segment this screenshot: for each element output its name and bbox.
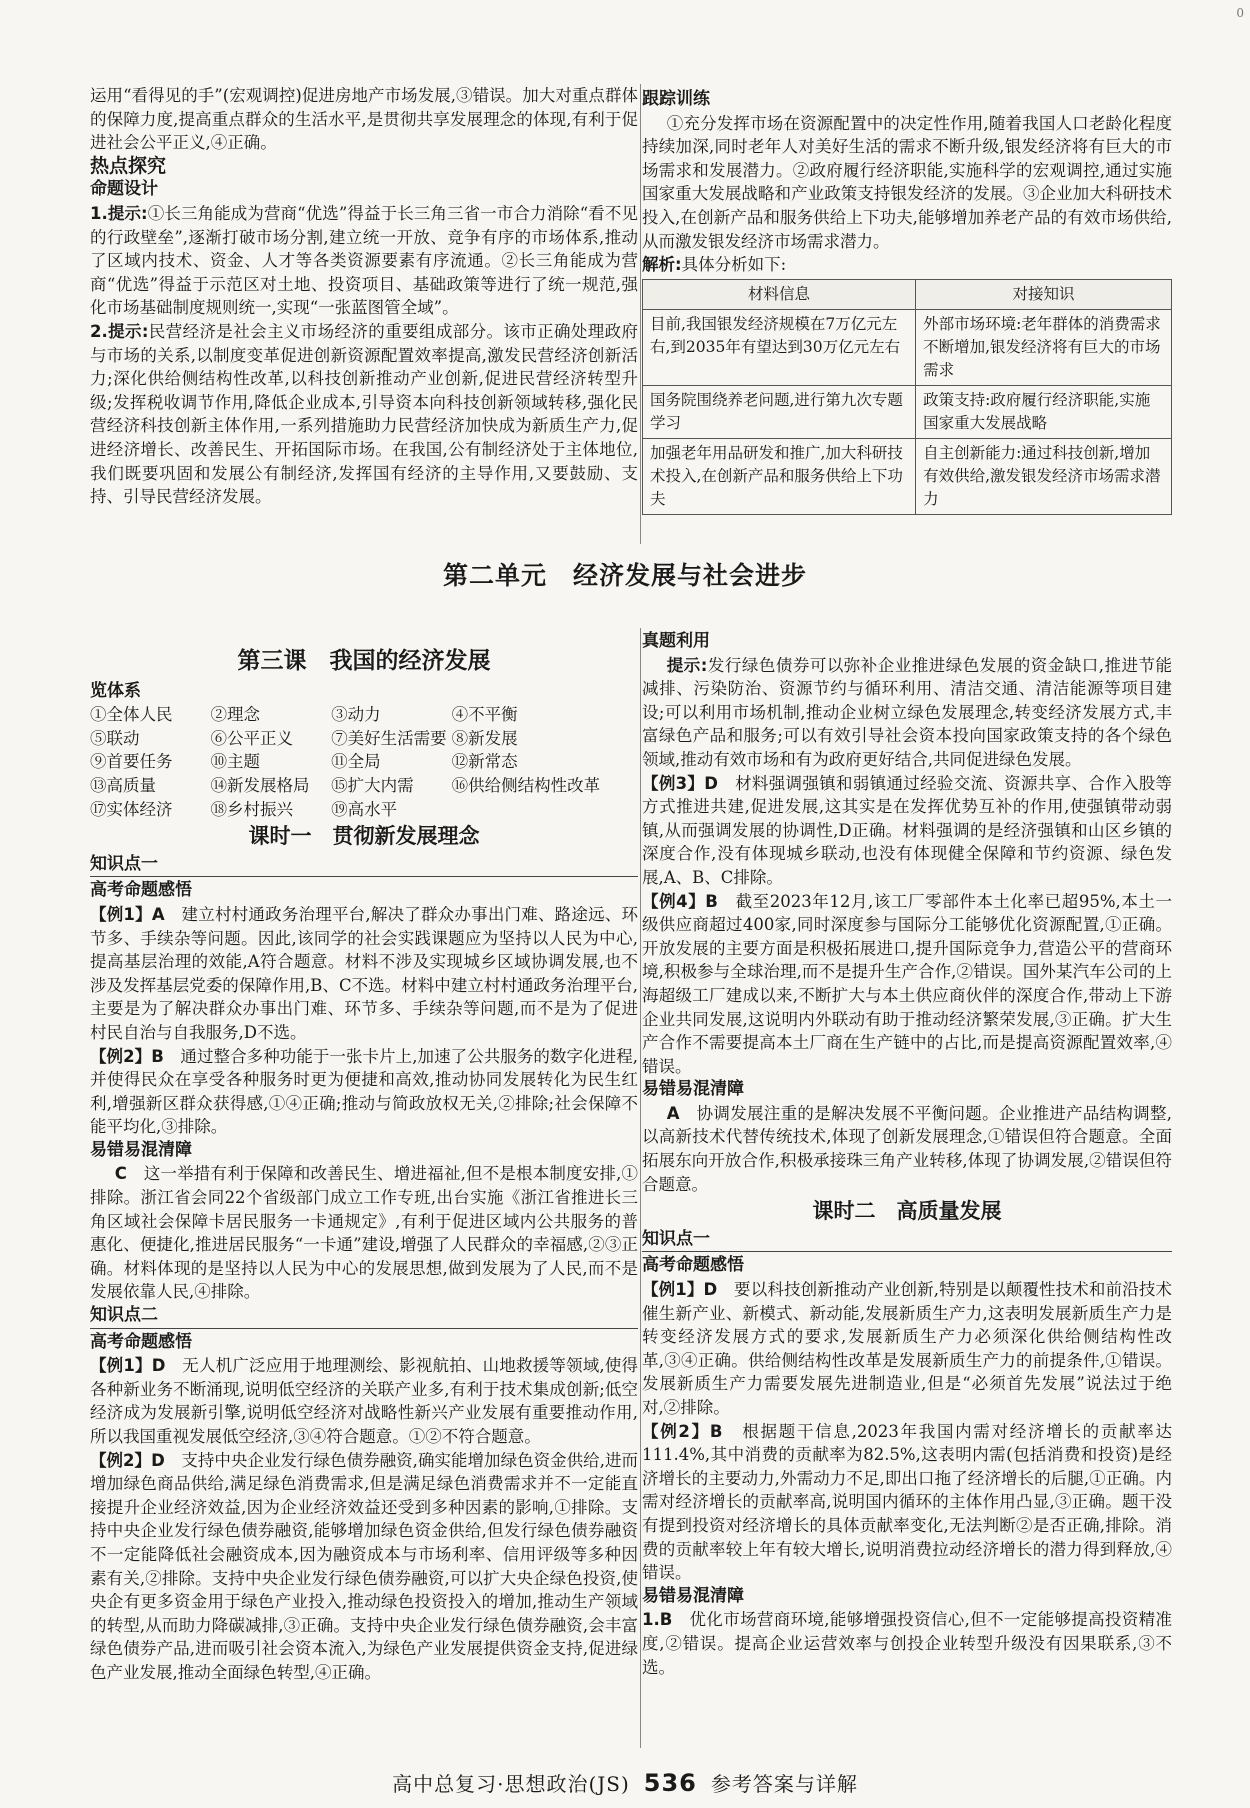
error-clearing-1-label: C	[114, 1164, 127, 1184]
column-divider-bottom	[640, 628, 641, 1748]
error-clearing-1	[90, 1162, 638, 1304]
list-item: ③动力	[331, 705, 381, 725]
hint-item-2	[90, 320, 638, 509]
list-item: ⑧新发展	[451, 728, 518, 748]
error-clearing-r2	[642, 1608, 1172, 1679]
example-3-text: 无人机广泛应用于地理测绘、影视航拍、山地救援等领域,使得各种新业务不断涌现,说明低空经济的关联产业多,有利于技术集成创新;低空经济成为发展新引擎,说明低空经济对战略性新兴产业发展有重要推动作用,所以我国重视发展低空经济,③④符合题意。①②不符合题意。	[90, 1356, 639, 1446]
list-item: ⑰实体经济	[90, 799, 173, 819]
table-header-material: 材料信息	[643, 279, 916, 309]
tracking-paragraph: ①充分发挥市场在资源配置中的决定性作用,随着我国人口老龄化程度持续加深,同时老年人对美好生活的需求不断升级,银发经济将有巨大的市场需求和发展潜力。②政府履行经济职能,实施科学的宏观调控,通过实施国家重大发展战略和产业政策支持银发经济的发展。③企业加大科研技术投入,在创新产品和服务供给上下功夫,能够增加养老产品的有效市场供给,从而激发银发经济市场需求潜力。	[642, 113, 1172, 251]
list-item: ⑥公平正义	[210, 728, 294, 748]
list-item: ④不平衡	[451, 705, 518, 725]
example-r3-text: 材料强调强镇和弱镇通过经验交流、资源共享、合作入股等方式推进共建,促进发展,这其实是在发挥优势互补的作用,使强镇带动弱镇,从而强调发展的协调性,D正确。材料强调的是经济强镇和山区乡镇的深度合作,没有体现城乡联动,也没有体现健全保障和节约资源、绿色发展,A、B、C排除。	[642, 773, 1173, 887]
example-4-label: 【例2】D	[90, 1450, 165, 1470]
list-item: ⑲高水平	[331, 799, 398, 819]
exam-insight-heading-2: 高考命题感悟	[90, 1331, 192, 1352]
list-item: ⑫新常态	[451, 752, 518, 772]
analysis-table	[642, 279, 1172, 515]
list-item: ⑨首要任务	[90, 752, 173, 772]
real-exam-heading: 真题利用	[642, 631, 710, 651]
error-clearing-r2-label: 1.B	[642, 1610, 673, 1630]
table-cell: 政策支持:政府履行经济职能,实施国家重大发展战略	[916, 385, 1172, 438]
error-clearing-1-text: 这一举措有利于保障和改善民生、增进福祉,但不是根本制度安排,①排除。浙江省会同22个省级部门成立工作专班,出台实施《浙江省推进长三角区域社会保障卡居民服务一卡通规定》,有利于促进区域内公共服务的普惠化、便捷化,推进居民服务“一卡通”建设,增强了人民群众的幸福感,②③正确。材料体现的是坚持以人民为中心的发展思想,做到发展为了人民,而不是发展依靠人民,④排除。	[90, 1164, 638, 1302]
footer-book-title: 高中总复习·思想政治(JS)	[392, 1772, 630, 1796]
analysis-line	[642, 253, 1172, 277]
list-item: ⑬高质量	[90, 775, 156, 795]
error-clearing-r1-text: 协调发展注重的是解决发展不平衡问题。企业推进产品结构调整,以高新技术代替传统技术,体现了创新发展理念,①错误但符合题意。全面拓展东向开放合作,积极承接珠三角产业转移,体现了协调发展,②错误但符合题意。	[642, 1103, 1173, 1194]
table-cell: 目前,我国银发经济规模在7万亿元左右,到2035年有望达到30万亿元左右	[643, 309, 916, 385]
hot-topic-heading: 热点探究	[90, 154, 167, 177]
knowledge-point-2: 知识点二	[90, 1304, 638, 1329]
overview-list	[90, 703, 638, 821]
example-1	[90, 903, 638, 1045]
error-clearing-r1	[642, 1102, 1172, 1196]
example-r4-text: 截至2023年12月,该工厂零部件本土化率已超95%,本土一级供应商超过400家,同时深度参与国际分工能够优化资源配置,①正确。开放发展的主要方面是积极拓展进口,提升国际竞争力,营造公平的营商环境,积极参与全球治理,而不是提升生产合作,②错误。国外某汽车公司的上海超级工厂建成以来,不断扩大与本土供应商伙伴的深度合作,带动上下游企业共同发展,这说明内外联动有助于推动经济繁荣发展,③正确。扩大生产合作不需要提高本土厂商在生产链中的占比,而是提高资源配置效率,④错误。	[642, 891, 1173, 1076]
example-2	[90, 1045, 638, 1139]
bottom-left-column	[90, 648, 638, 1685]
example-4-text: 支持中央企业发行绿色债券融资,确实能增加绿色资金供给,进而增加绿色商品供给,满足绿色消费需求,但是满足绿色消费需求并不一定能直接提升企业经济效益,因为企业经济效益还受到多种因素的影响,①排除。支持中央企业发行绿色债券融资,能够增加绿色资金供给,但发行绿色债券融资不一定能降低社会融资成本,因为融资成本与市场利率、信用评级等多种因素有关,②排除。支持中央企业发行绿色债券融资,可以扩大央企绿色投资,使央企有更多资金用于绿色产业投入,推动绿色投资投入的增加,推动生产领域的转型,从而助力降碳减排,③正确。支持中央企业发行绿色债券融资,会丰富绿色债券产品,进而吸引社会资本流入,为绿色产业发展提供资金支持,促进绿色产业发展,推动全面绿色转型,④正确。	[90, 1450, 639, 1682]
analysis-label: 解析:	[642, 255, 682, 275]
list-item: ⑦美好生活需要	[331, 728, 447, 748]
error-clearing-r1-label: A	[666, 1103, 680, 1123]
table-cell: 国务院围绕养老问题,进行第九次专题学习	[643, 385, 916, 438]
real-exam-hint	[642, 654, 1172, 772]
unit-title: 第二单元 经济发展与社会进步	[442, 561, 807, 590]
example-1-text: 建立村村通政务治理平台,解决了群众办事出门难、路途远、环节多、手续杂等问题。因此,该同学的社会实践课题应为坚持以人民为中心,提高基层治理的效能,A符合题意。材料不涉及实现城乡区域协调发展,也不涉及发挥基层党委的保障作用,B、C不选。材料中建立村村通政务治理平台,主要是为了解决群众办事出门难、环节多、手续杂等问题,而不是为了促进村民自治与自我服务,D不选。	[90, 904, 639, 1042]
hint-2-text: 民营经济是社会主义市场经济的重要组成部分。该市正确处理政府与市场的关系,以制度变革促进创新资源配置效率提高,激发民营经济创新活力;深化供给侧结构性改革,以科技创新推动产业创新,促进民营经济转型升级;发挥税收调节作用,降低企业成本,引导资本向科技创新领域转移,强化民营经济科技创新主体作用,一系列措施助力民营经济加快成为新质生产力,促进经济增长、改善民生、开拓国际市场。在我国,公有制经济处于主体地位,我们既要巩固和发展公有制经济,发挥国有经济的主导作用,又要鼓励、支持、引导民营经济发展。	[90, 321, 639, 507]
analysis-text: 具体分析如下:	[681, 255, 787, 275]
carryover-paragraph: 运用“看得见的手”(宏观调控)促进房地产市场发展,③错误。加大对重点群体的保障力度,提高重点群众的生活水平,是贯彻共享发展理念的体现,有利于促进社会公平正义,④正确。	[90, 86, 638, 153]
table-header-knowledge: 对接知识	[916, 279, 1172, 309]
list-item: ⑱乡村振兴	[210, 799, 294, 819]
table-row	[643, 385, 1172, 438]
list-item: ⑮扩大内需	[331, 775, 414, 795]
list-item: ②理念	[210, 705, 261, 725]
list-item: ⑪全局	[331, 752, 381, 772]
exam-insight-heading-r1: 高考命题感悟	[642, 1255, 744, 1276]
example-r3	[642, 772, 1172, 890]
table-cell: 外部市场环境:老年群体的消费需求不断增加,银发经济将有巨大的市场需求	[916, 309, 1172, 385]
example-r5-label: 【例1】D	[642, 1280, 718, 1300]
table-cell: 加强老年用品研发和推广,加大科研技术投入,在创新产品和服务供给上下功夫	[643, 438, 916, 514]
hint-1-label: 1.提示:	[90, 203, 148, 223]
example-r3-label: 【例3】D	[642, 773, 718, 793]
example-2-text: 通过整合多种功能于一张卡片上,加速了公共服务的数字化进程,并使得民众在享受各种服务时更为便捷和高效,推动协同发展转化为民生红利,增强新区群众获得感,①④正确;推动与简政放权无关,②排除;社会保障不能平均化,③排除。	[90, 1046, 639, 1137]
tracking-heading: 跟踪训练	[642, 89, 710, 109]
error-clearing-heading-1: 易错易混清障	[90, 1139, 192, 1160]
example-r5	[642, 1278, 1172, 1420]
top-right-column	[642, 88, 1172, 515]
example-r6-label: 【例2】B	[642, 1421, 723, 1441]
list-item: ⑭新发展格局	[210, 775, 310, 795]
design-heading: 命题设计	[90, 179, 158, 200]
example-r4-label: 【例4】B	[642, 891, 718, 911]
example-2-label: 【例2】B	[90, 1046, 164, 1066]
real-exam-hint-text: 发行绿色债券可以弥补企业推进绿色发展的资金缺口,推进节能减排、污染防治、资源节约与循环利用、清洁交通、清洁能源等项目建设;可以利用市场机制,推动企业树立绿色发展理念,转变经济发展方式,丰富绿色产品和服务;可以有效引导社会资本投向国家政策支持的各个绿色领域,推动有效市场和有为政府更好结合,共同促进绿色发展。	[642, 655, 1172, 769]
list-item: ⑤联动	[90, 728, 140, 748]
hint-item-1	[90, 202, 638, 320]
exam-insight-heading-1: 高考命题感悟	[90, 880, 192, 901]
example-r6-text: 根据题干信息,2023年我国内需对经济增长的贡献率达111.4%,其中消费的贡献率为82.5%,这表明内需(包括消费和投资)是经济增长的主要动力,外需动力不足,即出口拖了经济增长的后腿,①正确。内需对经济增长的贡献率高,说明国内循环的主体作用凸显,③正确。题干没有提到投资对经济增长的具体贡献率变化,无法判断②是否正确,排除。消费的贡献率较上年有较大增长,说明消费拉动经济增长的潜力得到释放,④错误。	[642, 1421, 1172, 1583]
example-3-label: 【例1】D	[90, 1356, 166, 1376]
hint-1-text: ①长三角能成为营商“优选”得益于长三角三省一市合力消除“看不见的行政壁垒”,逐渐打破市场分割,建立统一开放、竞争有序的市场体系,推动了区域内技术、资金、人才等各类资源要素有序流通。②长三角能成为营商“优选”得益于示范区对土地、投资项目、基础政策等进行了统一规范,强化市场基础制度规则统一,实现“一张蓝图管全域”。	[90, 203, 638, 318]
hint-2-label: 2.提示:	[90, 321, 149, 341]
example-4	[90, 1449, 638, 1685]
knowledge-point-1: 知识点一	[90, 853, 638, 878]
top-left-column	[90, 84, 638, 509]
period-1-title: 课时一 贯彻新发展理念	[248, 824, 480, 849]
page-footer	[0, 1768, 1250, 1797]
page-number: 536	[643, 1769, 697, 1797]
error-clearing-r2-text: 优化市场营商环境,能够增强投资信心,但不一定能够提高投资精准度,②错误。提高企业运营效率与创投企业转型升级没有因果联系,③不选。	[642, 1610, 1173, 1677]
example-r5-text: 要以科技创新推动产业创新,特别是以颠覆性技术和前沿技术催生新产业、新模式、新动能,发展新质生产力,这表明发展新质生产力是转变经济发展方式的要求,发展新质生产力必须深化供给侧结构性改革,③④正确。供给侧结构性改革是发展新质生产力的前提条件,①错误。发展新质生产力需要发展先进制造业,但是“必须首先发展”说法过于绝对,②排除。	[642, 1280, 1172, 1417]
list-item: ⑯供给侧结构性改革	[451, 775, 601, 795]
error-clearing-heading-r2: 易错易混清障	[642, 1585, 744, 1606]
example-r6	[642, 1420, 1172, 1585]
footer-section: 参考答案与详解	[710, 1772, 858, 1796]
table-row	[643, 309, 1172, 385]
table-cell: 自主创新能力:通过科技创新,增加有效供给,激发银发经济市场需求潜力	[916, 438, 1172, 514]
list-item: ①全体人民	[90, 705, 173, 725]
table-row	[643, 438, 1172, 514]
example-r4	[642, 890, 1172, 1079]
bottom-right-column	[642, 630, 1172, 1679]
knowledge-point-r1: 知识点一	[642, 1228, 1172, 1253]
lesson-title: 第三课 我国的经济发展	[237, 648, 491, 674]
list-item: ⑩主题	[210, 752, 261, 772]
real-exam-hint-label: 提示:	[666, 655, 708, 675]
error-clearing-heading-r1: 易错易混清障	[642, 1079, 744, 1100]
example-3	[90, 1354, 638, 1448]
column-divider-top	[640, 84, 641, 544]
corner-mark: 0	[1236, 6, 1244, 20]
period-2-title: 课时二 高质量发展	[812, 1199, 1002, 1224]
overview-heading: 览体系	[90, 680, 141, 701]
example-1-label: 【例1】A	[90, 904, 165, 924]
